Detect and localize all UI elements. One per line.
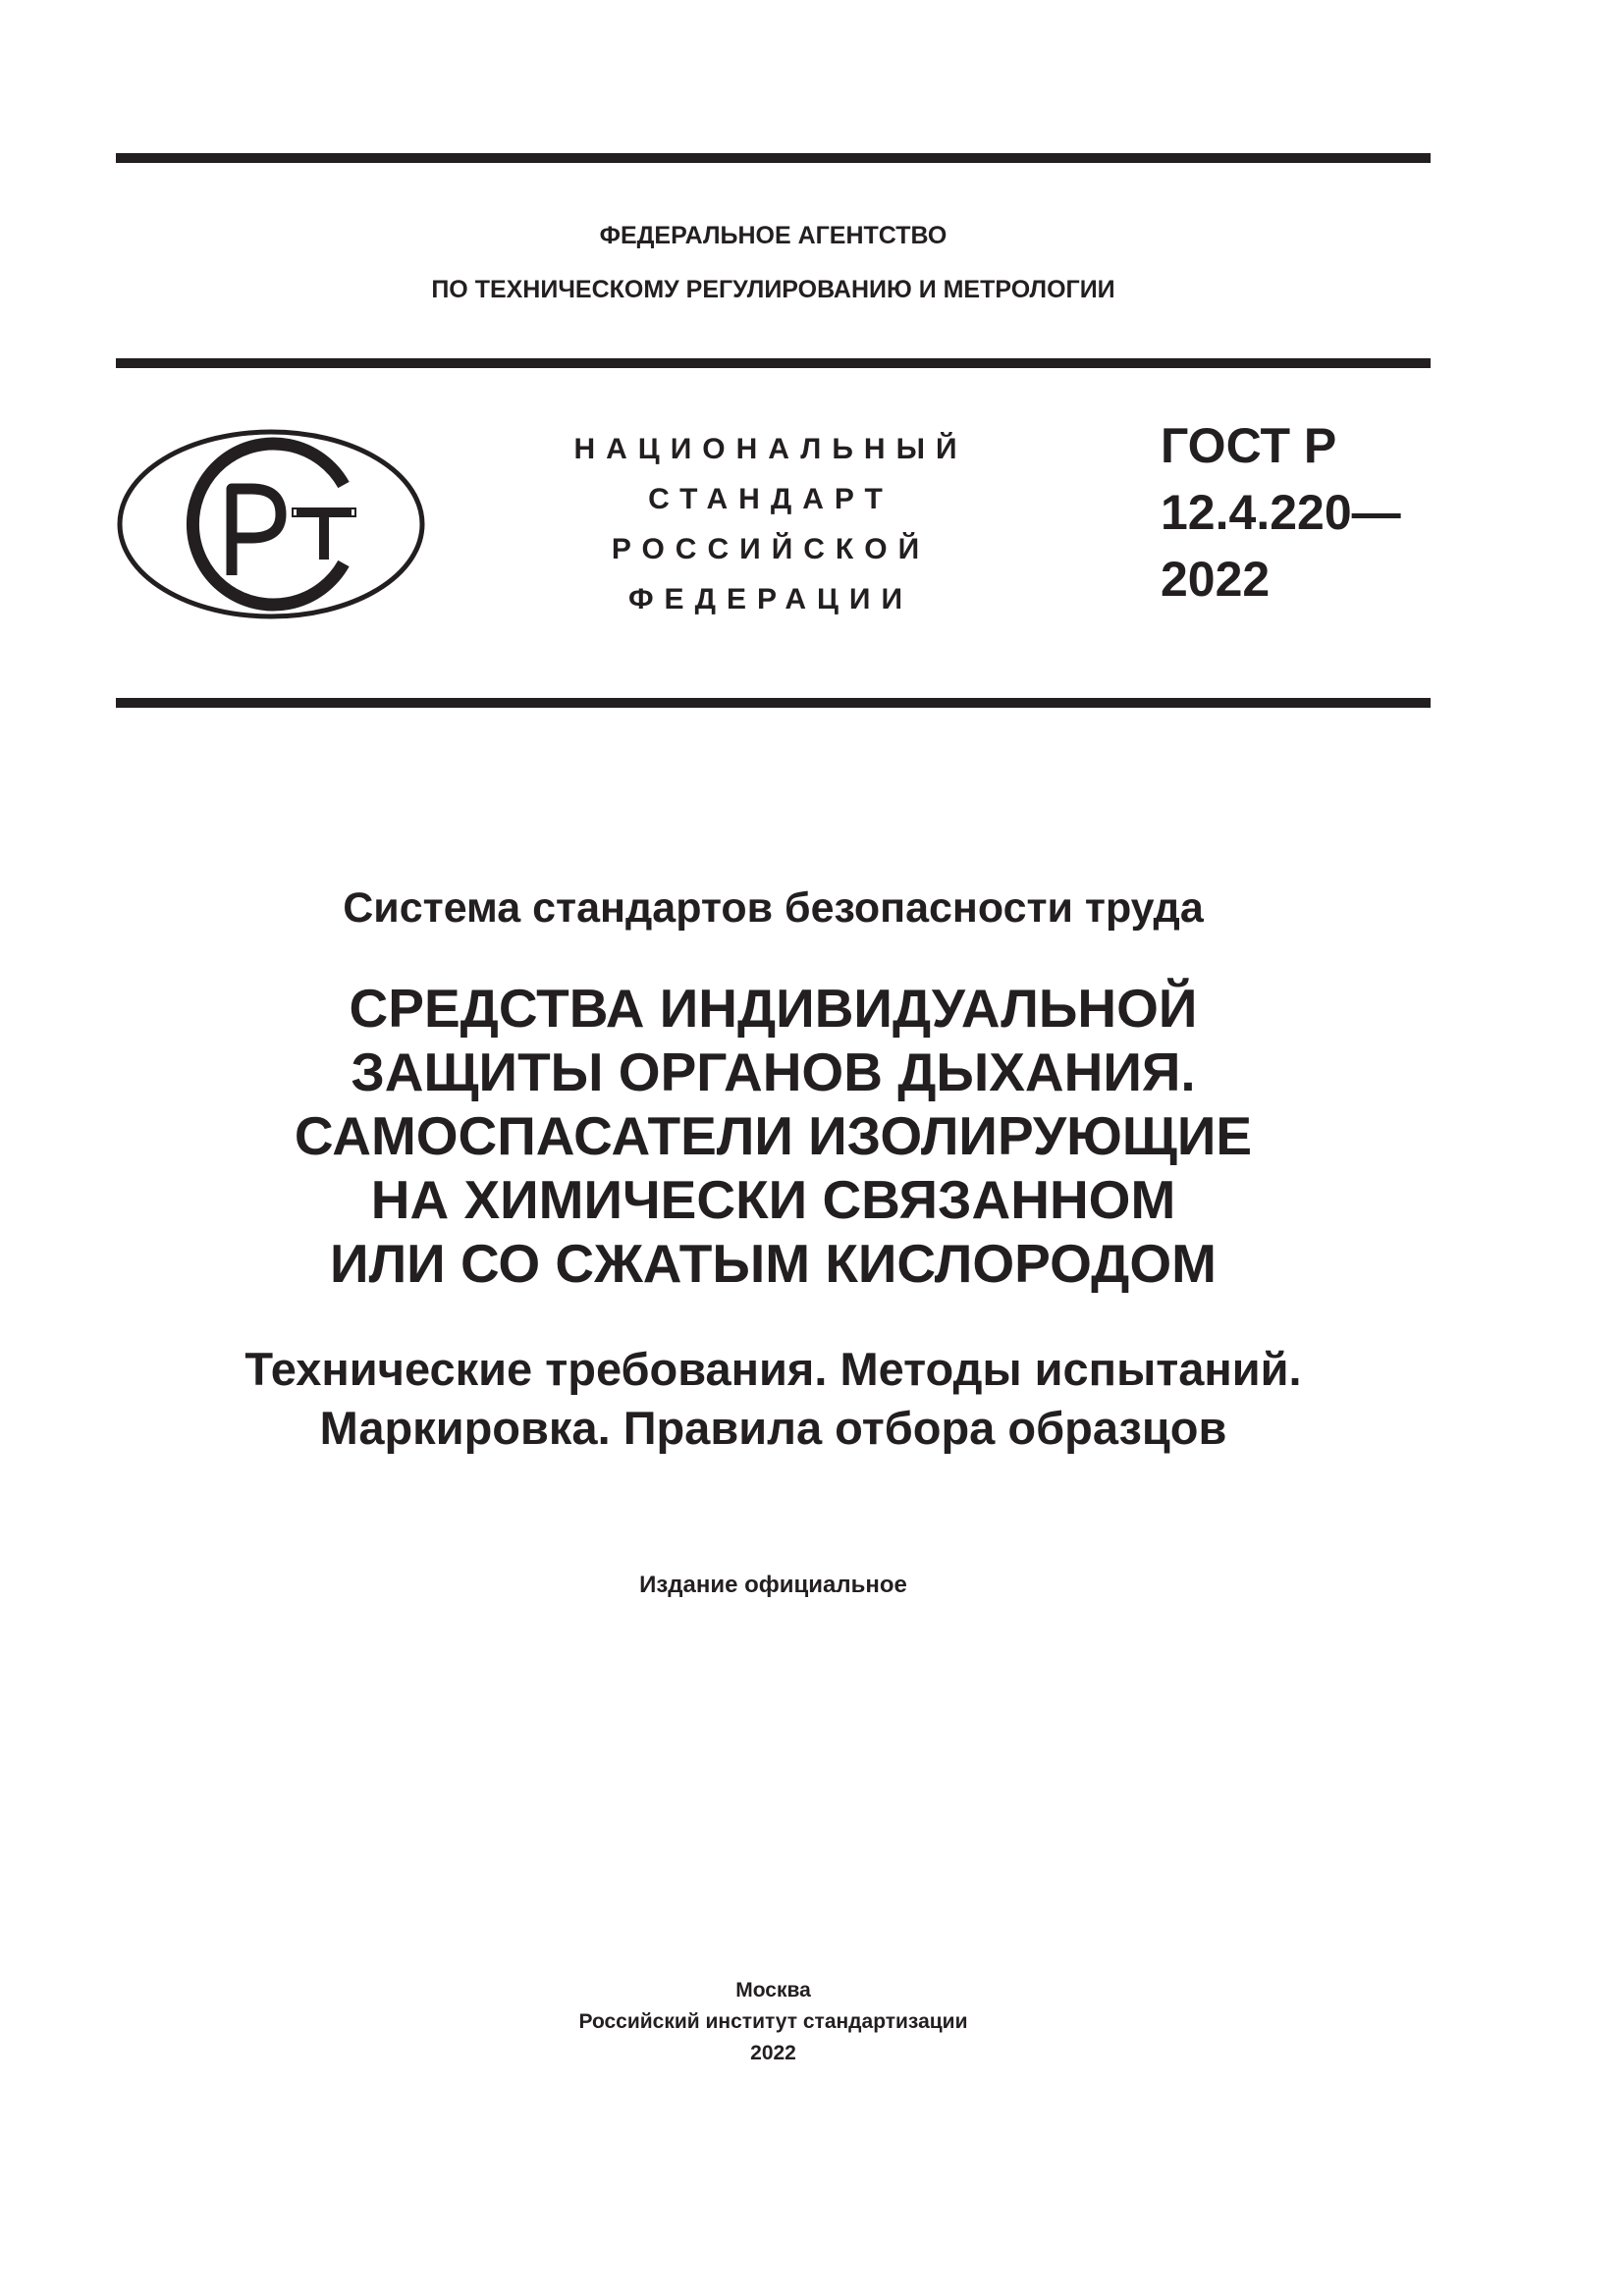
main-title-line: ЗАЩИТЫ ОРГАНОВ ДЫХАНИЯ. [351,1041,1196,1102]
subtitle-line: Маркировка. Правила отбора образцов [319,1402,1227,1454]
designation-line2: 12.4.220— [1161,485,1401,540]
imprint-year: 2022 [750,2042,796,2064]
designation-line3: 2022 [1161,552,1271,607]
main-title-line: СРЕДСТВА ИНДИВИДУАЛЬНОЙ [349,978,1198,1039]
top-rule [116,153,1431,163]
subtitle-line: Технические требования. Методы испытаний. [244,1343,1302,1395]
main-title [116,977,1431,1296]
edition-note: Издание официальное [639,1572,907,1598]
agency-name-line1: ФЕДЕРАЛЬНОЕ АГЕНТСТВО [599,222,947,249]
imprint [116,1975,1431,2069]
national-standard-line: СТАНДАРТ [648,483,893,515]
imprint-publisher: Российский институт стандартизации [578,2010,968,2033]
national-standard-label [550,424,992,624]
national-standard-line: ФЕДЕРАЦИИ [627,583,914,615]
standards-series-title: Система стандартов безопасности труда [343,884,1204,932]
title-block-rule [116,698,1431,708]
main-title-line: САМОСПАСАТЕЛИ ИЗОЛИРУЮЩИЕ [294,1105,1253,1166]
main-title-line: ИЛИ СО СЖАТЫМ КИСЛОРОДОМ [330,1233,1217,1294]
subtitle [116,1340,1431,1458]
header-rule [116,358,1431,368]
designation-line1: ГОСТ Р [1161,418,1337,473]
national-standard-line: РОССИЙСКОЙ [611,533,931,565]
standard-designation [1161,412,1431,613]
agency-name-line2: ПО ТЕХНИЧЕСКОМУ РЕГУЛИРОВАНИЮ И МЕТРОЛОГИИ [431,276,1115,303]
main-title-line: НА ХИМИЧЕСКИ СВЯЗАННОМ [370,1169,1176,1230]
rst-conformity-mark-icon [116,428,426,620]
imprint-city: Москва [735,1979,811,2002]
national-standard-line: НАЦИОНАЛЬНЫЙ [573,433,968,465]
